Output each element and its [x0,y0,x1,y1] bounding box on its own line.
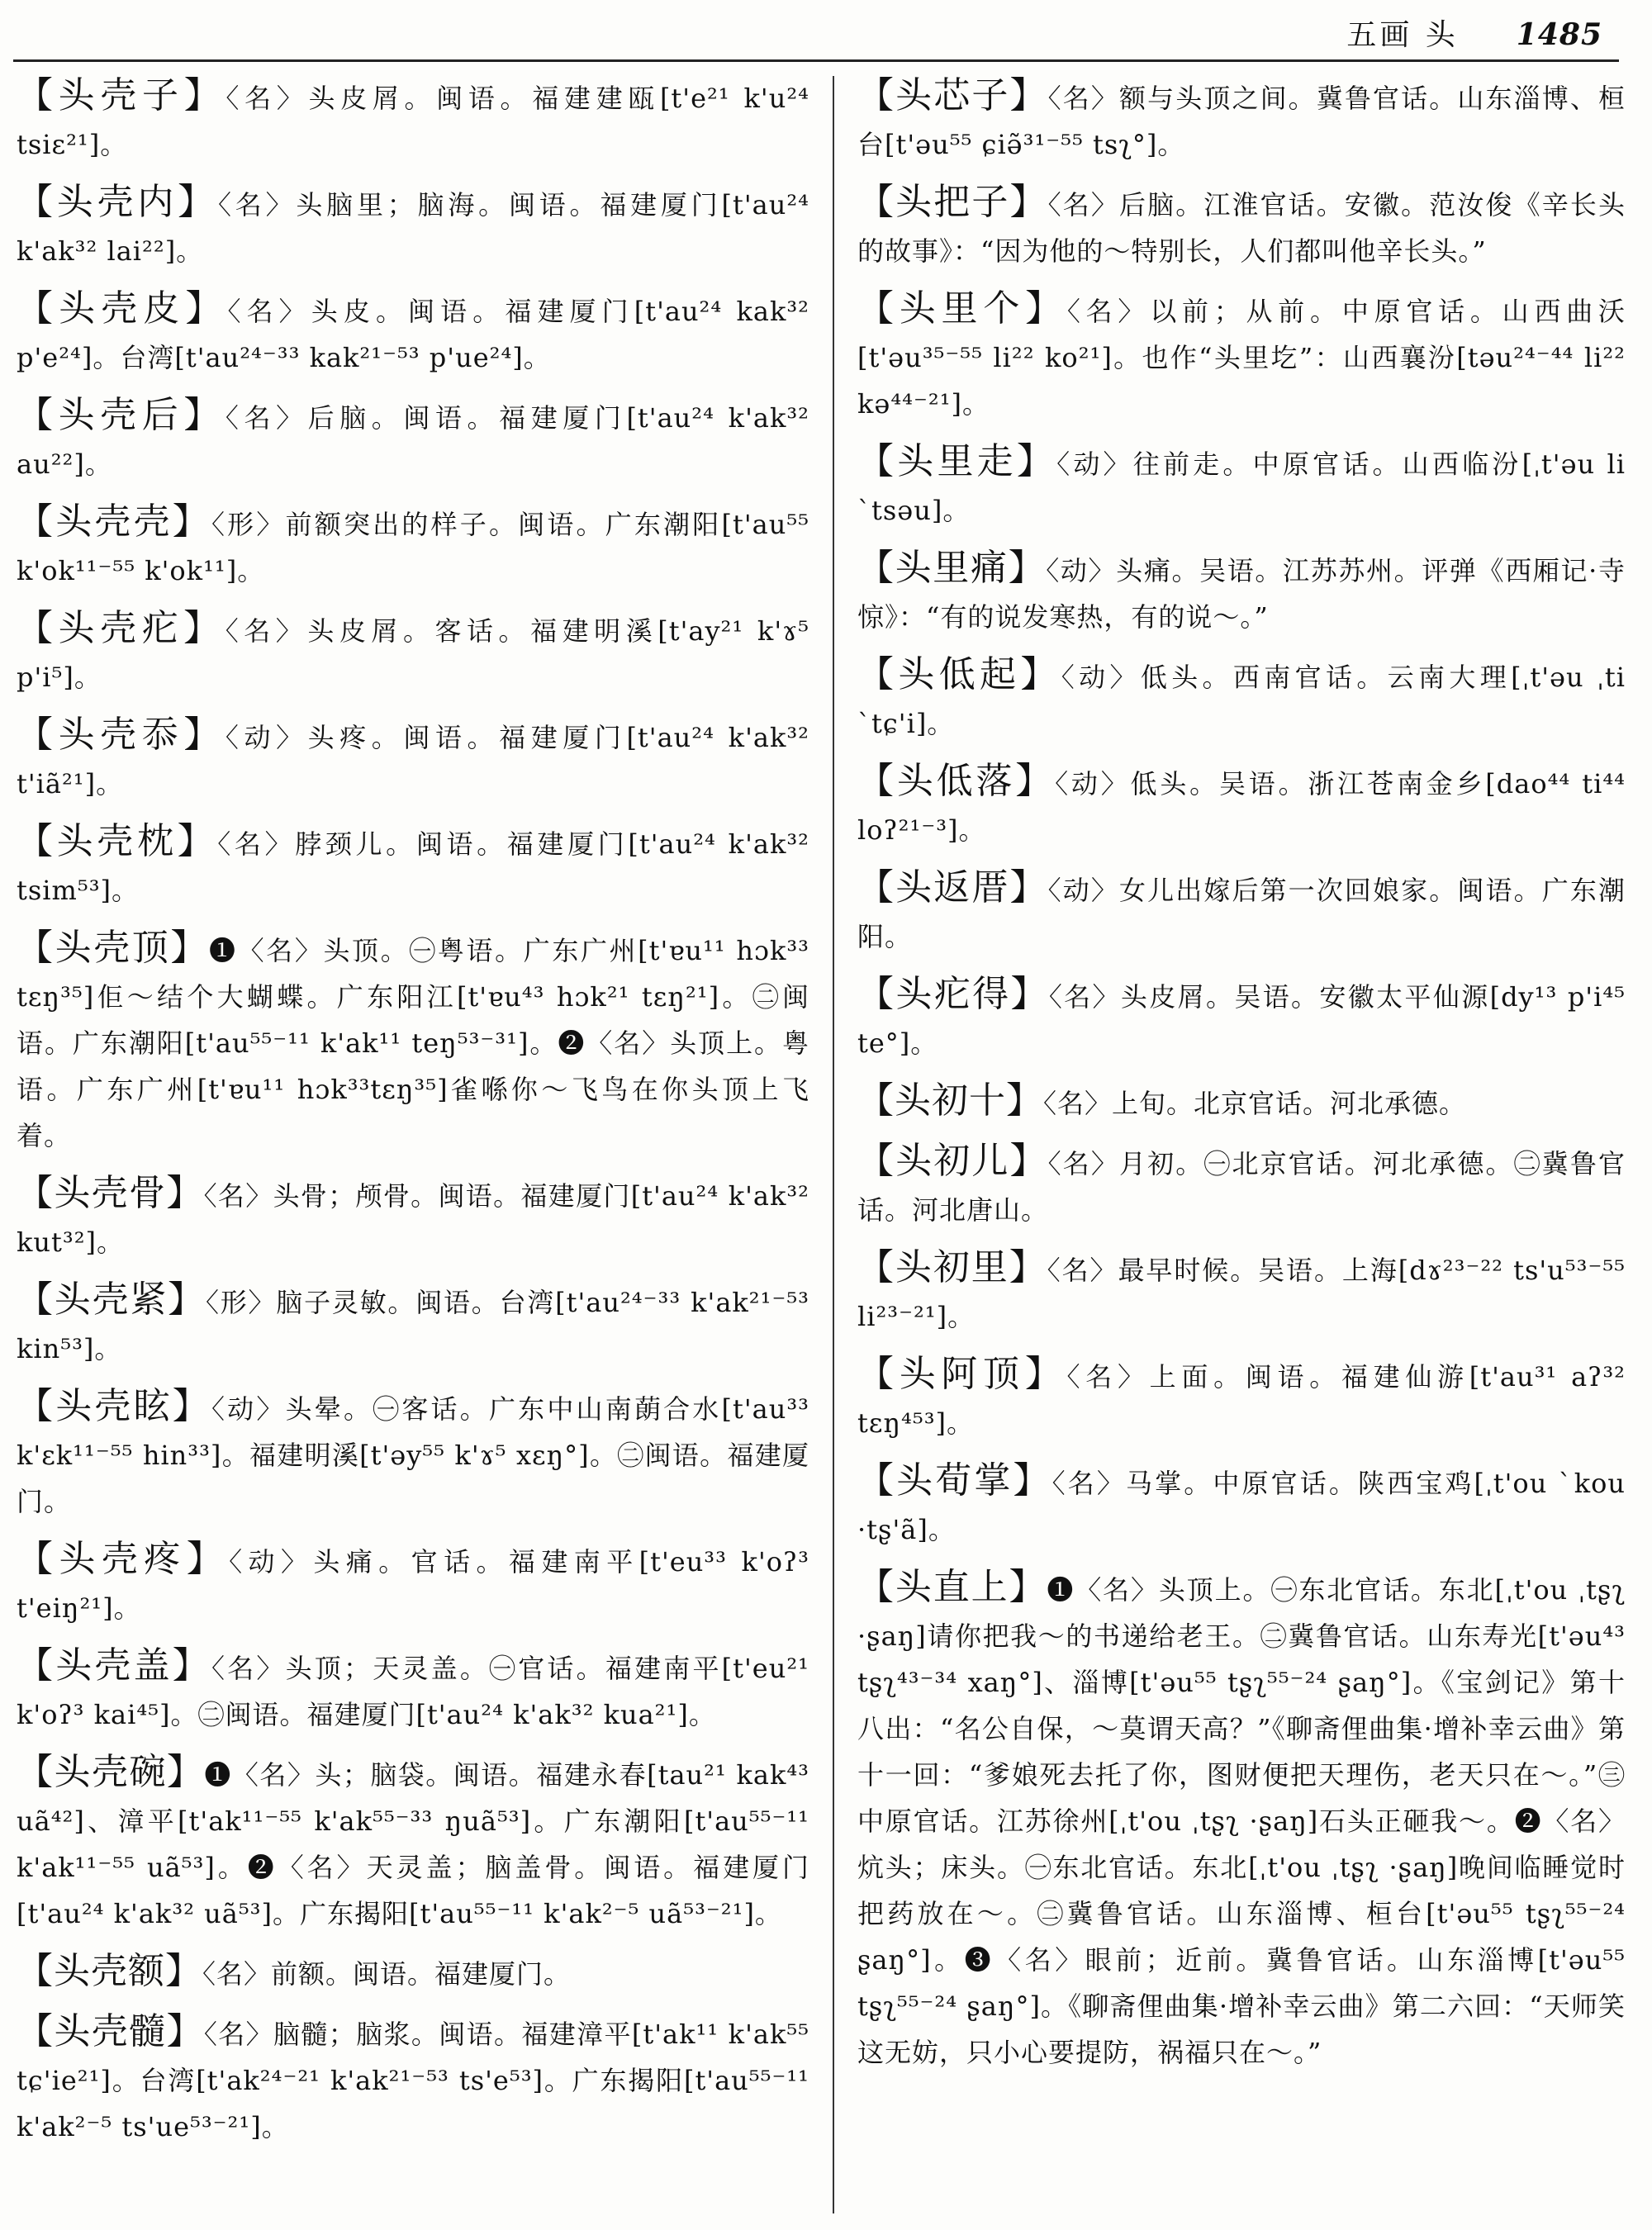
entry-definition: 〈形〉脑子灵敏。闽语。台湾[t'au²⁴⁻³³ k'ak²¹⁻⁵³ kin⁵³]。 [17,1287,809,1364]
entry-definition: 〈名〉前额。闽语。福建厦门。 [202,1958,572,1990]
entry-headword: 【头壳皮】 [17,287,228,330]
dictionary-entry [857,1351,1626,1446]
entry-headword: 【头低落】 [857,760,1056,802]
entry-headword: 【头壳壳】 [17,501,211,543]
page-number: 1485 [1516,17,1602,52]
dictionary-entry [17,1170,809,1265]
dictionary-entry [857,1245,1626,1340]
dictionary-entry [17,1948,809,1997]
dictionary-entry [17,392,809,487]
entry-definition: 〈动〉头晕。㊀客话。广东中山南蓢合水[t'au³³ k'ɛk¹¹⁻⁵⁵ hin³³]。福建明溪[t'əy⁵⁵ k'ɤ⁵ xɛŋ°]。㊁闽语。福建厦门。 [17,1393,809,1517]
entry-definition: 〈动〉女儿出嫁后第一次回娘家。闽语。广东潮阳。 [857,875,1626,952]
entry-headword: 【头壳碗】 [17,1751,205,1793]
entry-definition: 〈名〉最早时候。吴语。上海[dɤ²³⁻²² ts'u⁵³⁻⁵⁵ li²³⁻²¹]。 [857,1255,1626,1332]
entry-headword: 【头壳眩】 [17,1385,211,1427]
entry-headword: 【头壳骨】 [17,1172,204,1214]
entry-headword: 【头返厝】 [857,866,1048,909]
right-column [857,73,1626,2087]
dictionary-entry [857,73,1626,168]
entry-headword: 【头荀掌】 [857,1459,1052,1502]
dictionary-entry [17,286,809,381]
dictionary-entry [857,1564,1626,2076]
dictionary-entry [17,1749,809,1937]
entry-headword: 【头壳疕】 [17,607,225,649]
entry-definition: ❶〈名〉头；脑袋。闽语。福建永春[tau²¹ kak⁴³ uã⁴²]、漳平[t'ak¹¹⁻⁵⁵ k'ak⁵⁵⁻³³ ŋuã⁵³]。广东潮阳[t'au⁵⁵⁻¹¹ k'ak¹¹⁻⁵⁵ uã⁵³]。❷〈名〉天灵盖；脑盖骨。闽语。福建厦门[t'au²⁴ k'ak³² uã⁵³]。广东揭阳[t'au⁵⁵⁻¹¹ k'ak²⁻⁵ uã⁵³⁻²¹]。 [17,1759,809,1929]
section-title: 五画 头 [1346,18,1459,52]
entry-definition: 〈名〉以前；从前。中原官话。山西曲沃[t'əu³⁵⁻⁵⁵ li²² ko²¹]。也作“头里圪”：山西襄汾[təu²⁴⁻⁴⁴ li²² kə⁴⁴⁻²¹]。 [857,296,1626,420]
entry-definition: 〈动〉头痛。吴语。江苏苏州。评弹《西厢记·寺惊》：“有的说发寒热，有的说～。” [857,555,1626,633]
entry-headword: 【头把子】 [857,181,1048,223]
entry-definition: 〈形〉前额突出的样子。闽语。广东潮阳[t'au⁵⁵ k'ok¹¹⁻⁵⁵ k'ok¹¹]。 [17,509,809,586]
entry-headword: 【头壳忝】 [17,714,225,756]
entry-definition: 〈动〉低头。吴语。浙江苍南金乡[dao⁴⁴ ti⁴⁴ loʔ²¹⁻³]。 [857,768,1626,846]
entry-definition: 〈动〉头疼。闽语。福建厦门[t'au²⁴ k'ak³² t'iã²¹]。 [17,722,809,799]
entry-definition: 〈动〉低头。西南官话。云南大理[ˌt'əu ˌti ˋtɕ'i]。 [857,662,1626,739]
running-head [826,12,1602,54]
entry-definition: 〈名〉头脑里；脑海。闽语。福建厦门[t'au²⁴ k'ak³² lai²²]。 [17,189,809,267]
header-rule [13,59,1619,62]
left-column [17,73,809,2161]
dictionary-entry [857,286,1626,427]
dictionary-entry [857,865,1626,960]
dictionary-entry [17,818,809,913]
entry-headword: 【头壳后】 [17,394,225,436]
dictionary-entry [17,1277,809,1372]
entry-definition: 〈名〉脑髓；脑浆。闽语。福建漳平[t'ak¹¹ k'ak⁵⁵ tɕ'ie²¹]。台湾[t'ak²⁴⁻²¹ k'ak²¹⁻⁵³ ts'e⁵³]。广东揭阳[t'au⁵⁵⁻¹¹ k'ak²⁻⁵ ts'ue⁵³⁻²¹]。 [17,2019,809,2142]
dictionary-entry [17,2009,809,2150]
entry-definition: 〈动〉头痛。官话。福建南平[t'eu³³ k'oʔ³ t'eiŋ²¹]。 [17,1546,809,1624]
entry-headword: 【头直上】 [857,1566,1047,1608]
entry-headword: 【头壳内】 [17,181,218,223]
entry-definition: 〈名〉头皮屑。吴语。安徽太平仙源[dy¹³ p'i⁴⁵ te°]。 [857,981,1626,1059]
entry-definition: ❶〈名〉头顶上。㊀东北官话。东北[ˌt'ou ˌtʂʅ ·ʂaŋ]请你把我～的书递给老王。㊁冀鲁官话。山东寿光[t'əu⁴³ tʂʅ⁴³⁻³⁴ xaŋ°]、淄博[t'əu⁵⁵ tʂʅ⁵⁵⁻²⁴ ʂaŋ°]。《宝剑记》第十八出：“名公自保，～莫谓天高？”《聊斋俚曲集·增补幸云曲》第十一回：“爹娘死去托了你，图财便把天理伤，老天只在～。”㊂中原官话。江苏徐州[ˌt'ou ˌtʂʅ ·ʂaŋ]石头正砸我～。❷〈名〉炕头；床头。㊀东北官话。东北[ˌt'ou ˌtʂʅ ·ʂaŋ]晚间临睡觉时把药放在～。㊁冀鲁官话。山东淄博、桓台[t'əu⁵⁵ tʂʅ⁵⁵⁻²⁴ ʂaŋ°]。❸〈名〉眼前；近前。冀鲁官话。山东淄博[t'əu⁵⁵ tʂʅ⁵⁵⁻²⁴ ʂaŋ°]。《聊斋俚曲集·增补幸云曲》第二六回：“天师笑这无妨，只小心要提防，祸福只在～。” [857,1574,1626,2068]
entry-headword: 【头壳额】 [17,1950,202,1992]
dictionary-entry [857,758,1626,853]
dictionary-entry [857,439,1626,534]
entry-definition: 〈名〉头皮屑。闽语。福建建瓯[t'e²¹ k'u²⁴ tsiε²¹]。 [17,83,809,160]
entry-definition: 〈名〉马掌。中原官话。陕西宝鸡[ˌt'ou ˋkou ·tʂ'ã]。 [857,1468,1626,1545]
dictionary-entry [857,971,1626,1066]
entry-headword: 【头壳枕】 [17,820,218,862]
dictionary-entry [17,605,809,700]
entry-headword: 【头壳子】 [17,74,226,116]
entry-definition: 〈动〉往前走。中原官话。山西临汾[ˌt'əu li ˋtsəu]。 [857,448,1626,526]
entry-headword: 【头初十】 [857,1079,1043,1122]
entry-headword: 【头疕得】 [857,973,1049,1015]
entry-headword: 【头壳顶】 [17,927,210,969]
entry-headword: 【头低起】 [857,653,1061,695]
dictionary-entry [17,712,809,807]
dictionary-entry [857,1078,1626,1127]
entry-headword: 【头里痛】 [857,547,1047,589]
entry-definition: ❶〈名〉头顶。㊀粤语。广东广州[t'ɐu¹¹ hɔk³³ tɛŋ³⁵]佢～结个大蝴蝶。广东阳江[t'ɐu⁴³ hɔk²¹ tɛŋ²¹]。㊁闽语。广东潮阳[t'au⁵⁵⁻¹¹ k'ak¹¹ teŋ⁵³⁻³¹]。❷〈名〉头顶上。粤语。广东广州[t'ɐu¹¹ hɔk³³tɛŋ³⁵]雀喺你～飞鸟在你头顶上飞着。 [17,935,809,1151]
entry-definition: 〈名〉头皮。闽语。福建厦门[t'au²⁴ kak³² p'e²⁴]。台湾[t'au²⁴⁻³³ kak²¹⁻⁵³ p'ue²⁴]。 [17,296,809,373]
entry-definition: 〈名〉脖颈儿。闽语。福建厦门[t'au²⁴ k'ak³² tsim⁵³]。 [17,828,809,906]
entry-definition: 〈名〉头骨；颅骨。闽语。福建厦门[t'au²⁴ k'ak³² kut³²]。 [17,1180,810,1258]
dictionary-entry [857,179,1626,274]
dictionary-entry [17,925,809,1159]
entry-definition: 〈名〉上面。闽语。福建仙游[t'au³¹ aʔ³² tɛŋ⁴⁵³]。 [857,1361,1626,1439]
entry-definition: 〈名〉上旬。北京官话。河北承德。 [1043,1088,1467,1119]
entry-headword: 【头壳髓】 [17,2010,204,2052]
dictionary-entry [857,1458,1626,1553]
dictionary-entry [857,652,1626,747]
dictionary-entry [17,73,809,168]
dictionary-entry [857,545,1626,640]
entry-headword: 【头初里】 [857,1246,1047,1288]
entry-headword: 【头壳盖】 [17,1644,212,1687]
entry-definition: 〈名〉头皮屑。客话。福建明溪[t'ay²¹ k'ɤ⁵ p'i⁵]。 [17,615,809,693]
entry-definition: 〈名〉后脑。闽语。福建厦门[t'au²⁴ k'ak³² au²²]。 [17,402,809,480]
entry-headword: 【头阿顶】 [857,1353,1067,1395]
entry-headword: 【头壳紧】 [17,1279,206,1321]
entry-definition: 〈名〉月初。㊀北京官话。河北承德。㊁冀鲁官话。河北唐山。 [857,1148,1626,1226]
dictionary-entry [17,1383,809,1525]
entry-headword: 【头壳疼】 [17,1538,230,1580]
column-divider [833,76,834,2213]
entry-definition: 〈名〉头顶；天灵盖。㊀官话。福建南平[t'eu²¹ k'oʔ³ kai⁴⁵]。㊁闽语。福建厦门[t'au²⁴ k'ak³² kua²¹]。 [17,1653,809,1730]
entry-headword: 【头初儿】 [857,1140,1048,1182]
entry-definition: 〈名〉后脑。江淮官话。安徽。范汝俊《辛长头的故事》：“因为他的～特别长，人们都叫他辛长头。” [857,189,1626,267]
entry-headword: 【头芯子】 [857,74,1048,116]
entry-definition: 〈名〉额与头顶之间。冀鲁官话。山东淄博、桓台[t'əu⁵⁵ ɕiə̃³¹⁻⁵⁵ tsʅ°]。 [857,83,1626,160]
dictionary-entry [17,1643,809,1738]
dictionary-entry [17,1536,809,1631]
dictionary-entry [857,1138,1626,1233]
entry-headword: 【头里个】 [857,287,1067,330]
entry-headword: 【头里走】 [857,440,1057,482]
dictionary-entry [17,499,809,594]
dictionary-entry [17,179,809,274]
